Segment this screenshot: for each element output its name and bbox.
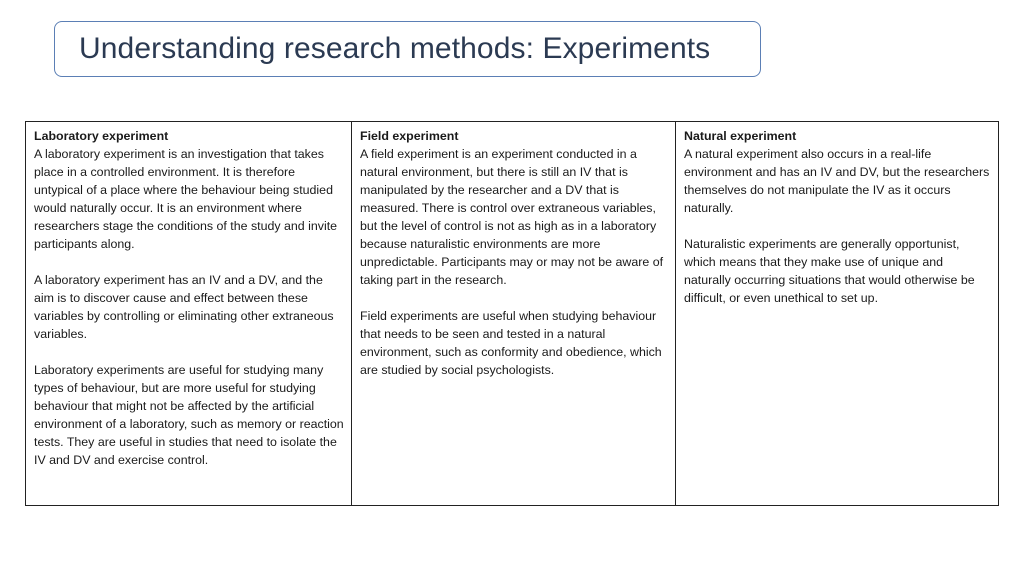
column-paragraph: Laboratory experiments are useful for studying many types of behaviour, but are more useful for studying behaviour that might not be affected by the artificial environment of a laboratory, such as memory or reaction tests. They are useful in studies that need to isolate the IV and DV and exercise control. (34, 363, 344, 467)
page-title: Understanding research methods: Experiments (79, 32, 711, 65)
column-field-experiment (351, 122, 675, 505)
column-paragraph: Naturalistic experiments are generally opportunist, which means that they make use of unique and naturally occurring situations that would otherwise be difficult, or even unethical to set up. (684, 237, 975, 305)
column-paragraph: A natural experiment also occurs in a real-life environment and has an IV and DV, but the researchers themselves do not manipulate the IV as it occurs naturally. (684, 147, 990, 215)
column-heading: Natural experiment (684, 129, 797, 143)
experiments-table (25, 121, 999, 506)
column-paragraph: A laboratory experiment has an IV and a DV, and the aim is to discover cause and effect between these variables by controlling or eliminating other extraneous variables. (34, 273, 334, 341)
column-laboratory-experiment (26, 122, 351, 505)
column-paragraph: Field experiments are useful when studying behaviour that needs to be seen and tested in a natural environment, such as conformity and obedience, which are studied by social psychologists. (360, 309, 662, 377)
column-paragraph: A laboratory experiment is an investigation that takes place in a controlled environment. It is therefore untypical of a place where the behaviour being studied would naturally occur. It is an environment where researchers stage the conditions of the study and invite participants along. (34, 147, 338, 251)
column-heading: Field experiment (360, 129, 459, 143)
column-paragraph: A field experiment is an experiment conducted in a natural environment, but there is still an IV that is manipulated by the researcher and a DV that is measured. There is control over extraneous variables, but the level of control is not as high as in a laboratory because naturalistic environments are more unpredictable. Participants may or may not be aware of taking part in the research. (360, 147, 664, 287)
title-box (54, 21, 761, 77)
column-heading: Laboratory experiment (34, 129, 169, 143)
column-natural-experiment (675, 122, 998, 505)
